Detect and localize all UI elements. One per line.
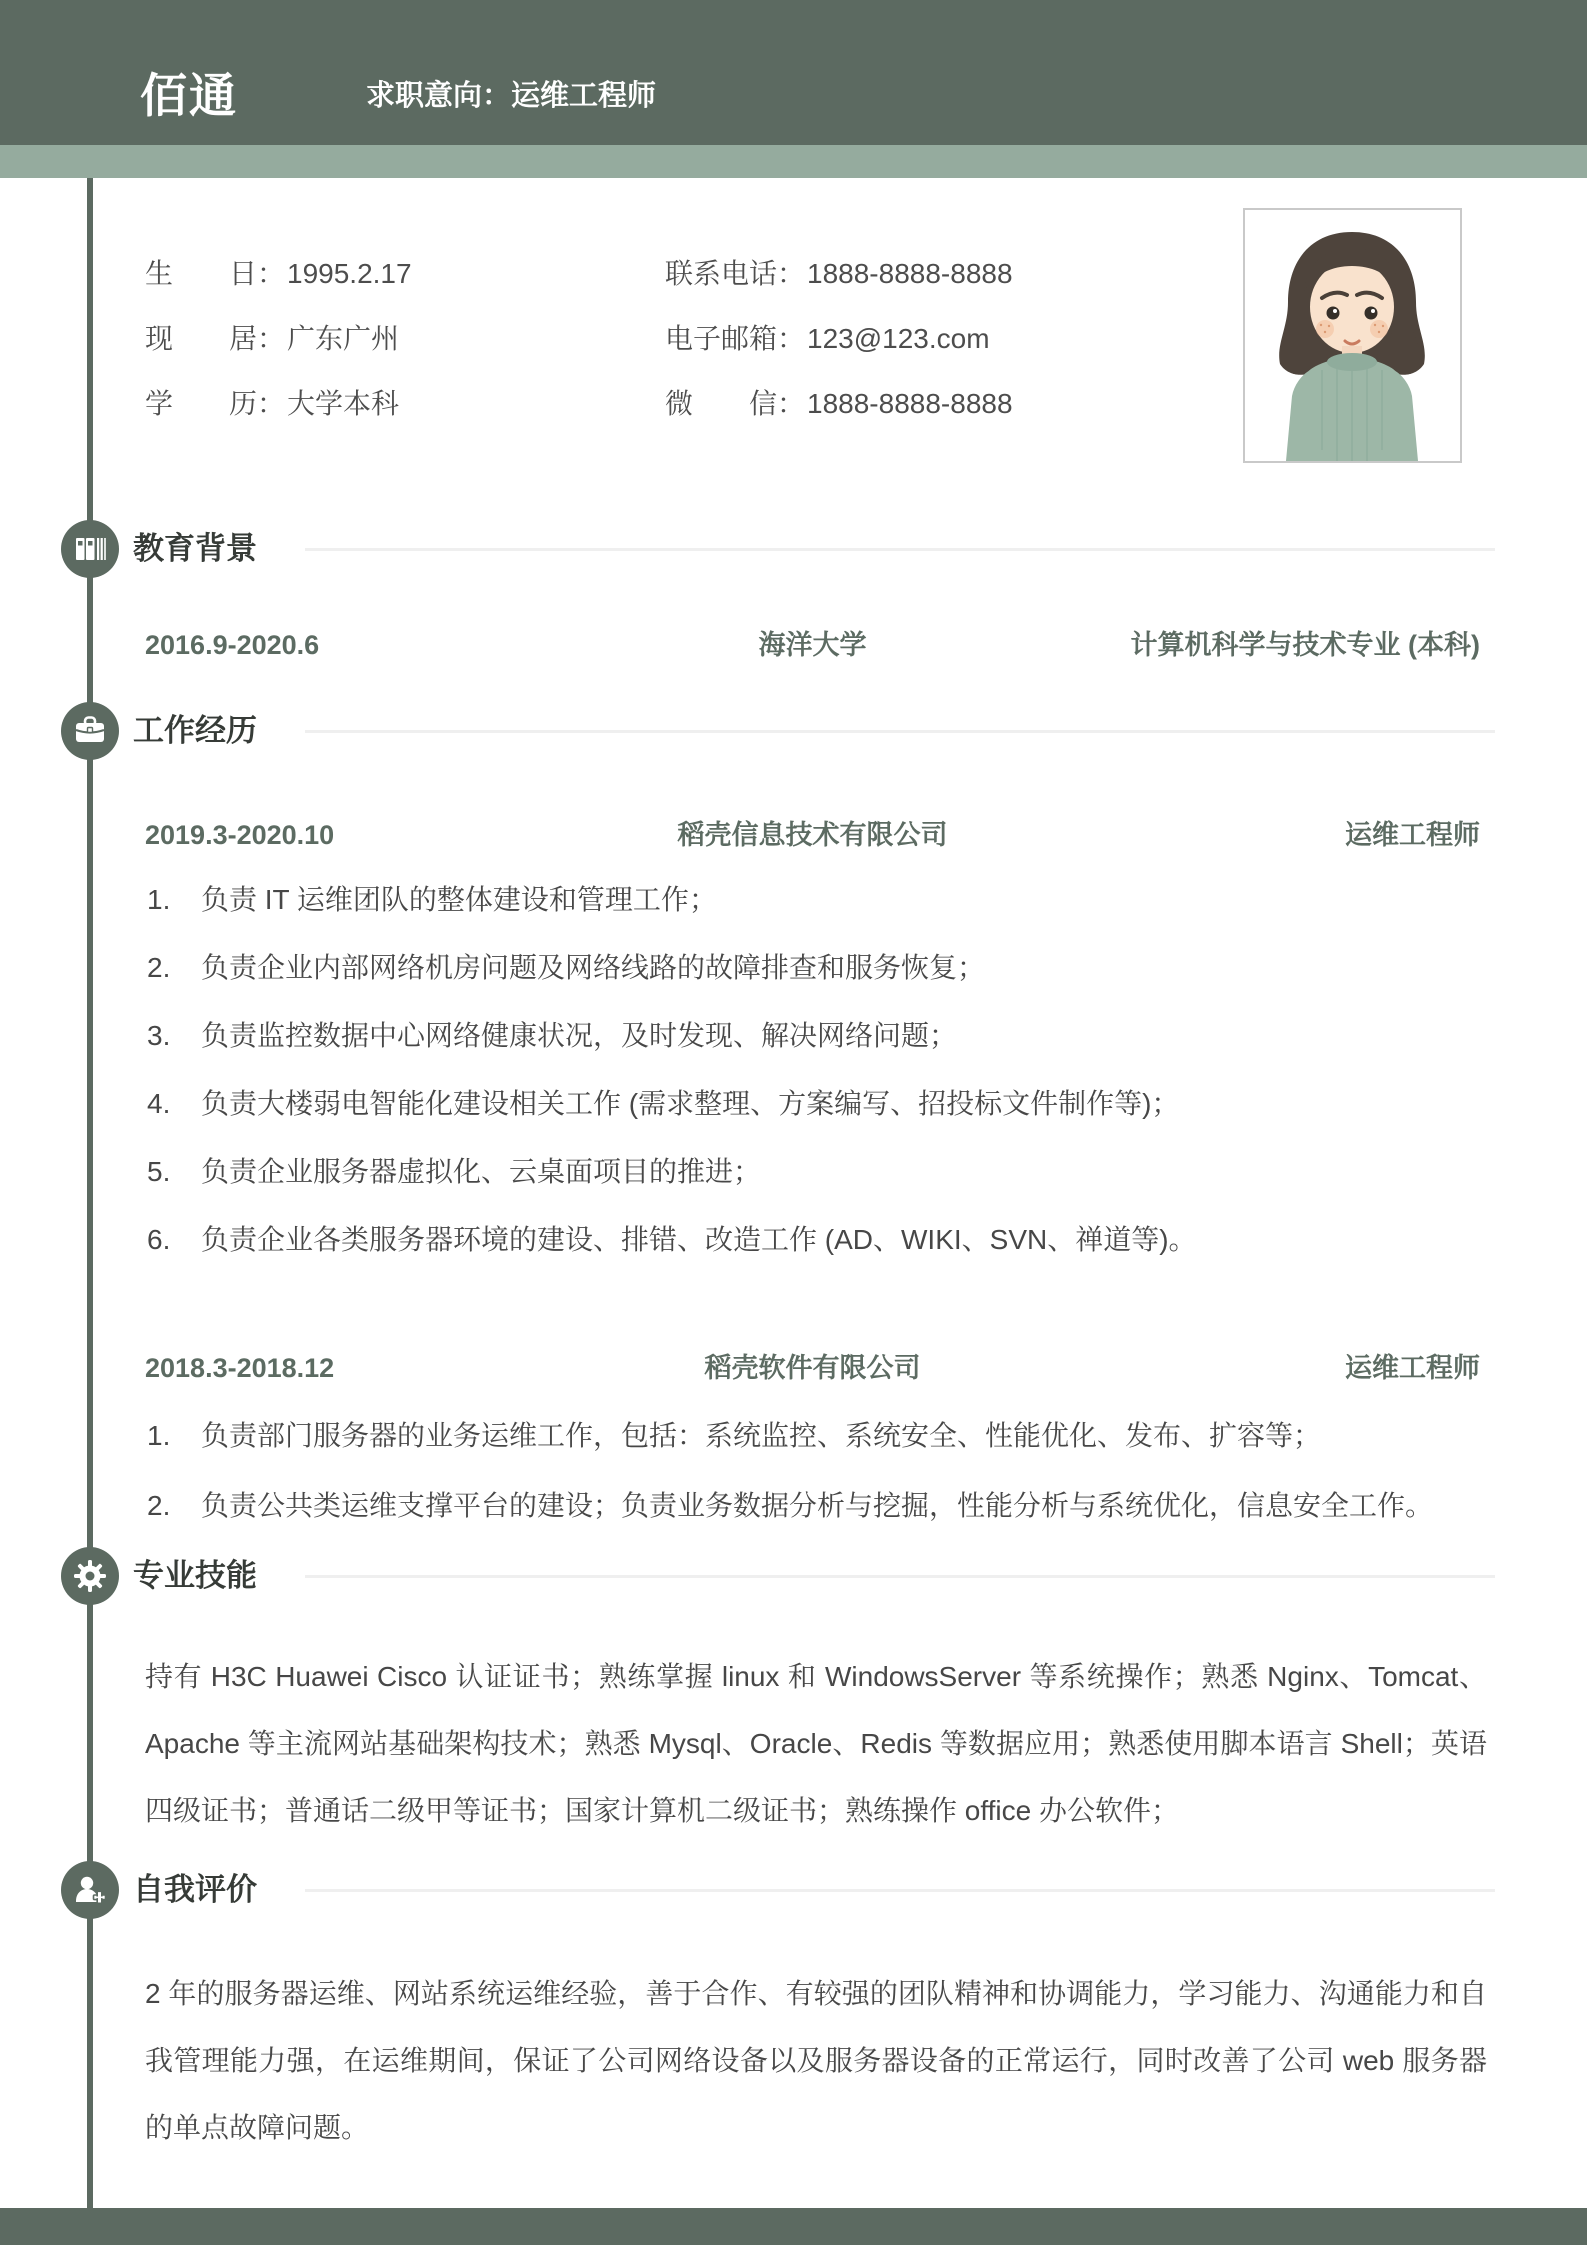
self-evaluation-paragraph: 2 年的服务器运维、网站系统运维经验，善于合作、有较强的团队精神和协调能力，学习能力、沟通能力和自我管理能力强，在运维期间，保证了公司网络设备以及服务器设备的正常运行，同时改善了公司 web 服务器的单点故障问题。 (145, 1978, 1487, 2143)
residence-label: 现 居： (145, 323, 286, 354)
section-divider (305, 548, 1495, 551)
briefcase-icon (61, 702, 119, 760)
email-field (665, 317, 1013, 360)
education-entry (145, 625, 1480, 665)
job1-company: 稻壳信息技术有限公司 (677, 820, 948, 850)
degree-value: 大学本科 (287, 388, 400, 419)
birthday-label: 生 日： (145, 258, 286, 289)
residence-field (145, 317, 665, 360)
user-plus-icon (61, 1861, 119, 1919)
section-divider (305, 1889, 1495, 1892)
footer-bar (0, 2208, 1587, 2245)
job2-duty-2: 负责公共类运维支撑平台的建设；负责业务数据分析与挖掘，性能分析与系统优化，信息安全工作。 (201, 1490, 1434, 1521)
section-title-self-evaluation: 自我评价 (133, 1872, 257, 1907)
birthday-field (145, 252, 665, 295)
header-accent-strip (0, 145, 1587, 178)
education-school: 海洋大学 (758, 630, 867, 660)
job2-duties (145, 1414, 1492, 1554)
job2-role: 运维工程师 (1344, 1353, 1480, 1383)
profile-photo (1243, 208, 1462, 463)
job2-date: 2018.3-2018.12 (145, 1353, 335, 1383)
wechat-field (665, 382, 1013, 425)
job1-duty-5: 负责企业服务器虚拟化、云桌面项目的推进； (201, 1156, 762, 1187)
section-title-education: 教育背景 (133, 531, 257, 566)
header-bar (0, 0, 1587, 145)
section-education (0, 520, 1587, 578)
personal-info (145, 252, 1013, 425)
job-objective: 求职意向：运维工程师 (366, 80, 657, 112)
job1-header (145, 815, 1480, 855)
phone-value: 1888-8888-8888 (807, 258, 1013, 289)
books-icon (61, 520, 119, 578)
section-divider (305, 1575, 1495, 1578)
section-title-skills: 专业技能 (133, 1558, 257, 1593)
wechat-label: 微 信： (665, 388, 806, 419)
job2-header (145, 1348, 1480, 1388)
phone-label: 联系电话： (665, 258, 806, 289)
section-work (0, 702, 1587, 760)
job1-role: 运维工程师 (1344, 820, 1480, 850)
wechat-value: 1888-8888-8888 (807, 388, 1013, 419)
education-major: 计算机科学与技术专业 (本科) (1130, 630, 1480, 660)
job1-duty-4: 负责大楼弱电智能化建设相关工作 (需求整理、方案编写、招投标文件制作等)； (201, 1088, 1180, 1119)
job2-duty-1: 负责部门服务器的业务运维工作，包括：系统监控、系统安全、性能优化、发布、扩容等； (201, 1420, 1322, 1451)
section-divider (305, 730, 1495, 733)
job1-duty-3: 负责监控数据中心网络健康状况，及时发现、解决网络问题； (201, 1020, 958, 1051)
candidate-name: 佰通 (140, 69, 238, 122)
section-self-evaluation (0, 1861, 1587, 1919)
residence-value: 广东广州 (287, 323, 400, 354)
education-date: 2016.9-2020.6 (145, 630, 320, 660)
job1-duty-1: 负责 IT 运维团队的整体建设和管理工作； (201, 884, 717, 915)
gear-icon (61, 1547, 119, 1605)
email-value: 123@123.com (807, 323, 990, 354)
degree-label: 学 历： (145, 388, 286, 419)
skills-paragraph: 持有 H3C Huawei Cisco 认证证书；熟练掌握 linux 和 WindowsServer 等系统操作；熟悉 Nginx、Tomcat、Apache 等主流网站基础架构技术；熟悉 Mysql、Oracle、Redis 等数据应用；熟悉使用脚本语言 Shell；英语四级证书；普通话二级甲等证书；国家计算机二级证书；熟练操作 office 办公软件； (145, 1661, 1487, 1826)
section-skills (0, 1547, 1587, 1605)
phone-field (665, 252, 1013, 295)
email-label: 电子邮箱： (665, 323, 806, 354)
job2-company: 稻壳软件有限公司 (704, 1353, 921, 1383)
section-title-work: 工作经历 (133, 713, 257, 748)
job1-duty-2: 负责企业内部网络机房问题及网络线路的故障排查和服务恢复； (201, 952, 986, 983)
job1-duty-6: 负责企业各类服务器环境的建设、排错、改造工作 (AD、WIKI、SVN、禅道等)。 (201, 1224, 1197, 1255)
birthday-value: 1995.2.17 (287, 258, 412, 289)
degree-field (145, 382, 665, 425)
job1-duties (145, 878, 1492, 1286)
avatar-illustration (1245, 210, 1460, 461)
job1-date: 2019.3-2020.10 (145, 820, 335, 850)
